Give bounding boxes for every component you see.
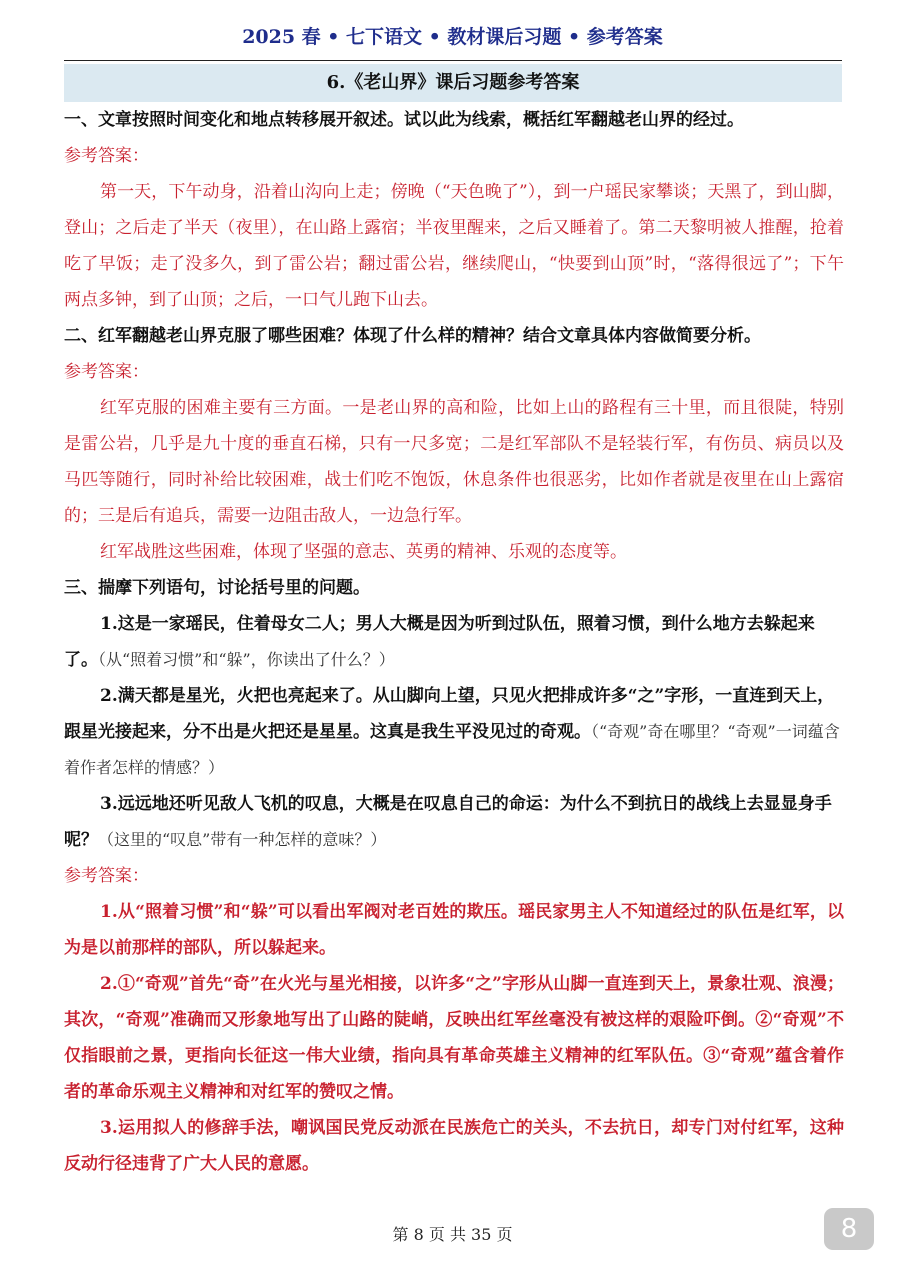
page-number-badge: 8 — [824, 1208, 874, 1250]
page-footer: 第 8 页 共 35 页 — [392, 1225, 513, 1244]
answer-2-part-1: 红军克服的困难主要有三方面。一是老山界的高和险，比如上山的路程有三十里，而且很陡，特别是雷公岩，几乎是九十度的垂直石梯，只有一尺多宽；二是红军部队不是轻装行军，有伤员、病员以及马匹等随行，同时补给比较困难，战士们吃不饱饭，休息条件也很恶劣，比如作者就是夜里在山上露宿的；三是后有追兵，需要一边阻击敌人，一边急行军。 — [64, 398, 844, 526]
question-2: 二、红军翻越老山界克服了哪些困难？体现了什么样的精神？结合文章具体内容做简要分析。 — [64, 326, 761, 346]
sentence-question: （“奇观”奇在哪里？“奇观”一词蕴含着作者怎样的情感？） — [64, 722, 840, 777]
question-1: 一、文章按照时间变化和地点转移展开叙述。试以此为线索，概括红军翻越老山界的经过。 — [64, 110, 744, 130]
answer-3-item: 3.运用拟人的修辞手法，嘲讽国民党反动派在民族危亡的关头，不去抗日，却专门对付红军，这种反动行径违背了广大人民的意愿。 — [64, 1118, 844, 1174]
answer-label-1: 参考答案： — [64, 146, 149, 166]
header-title: 2025 春 • 七下语文 • 教材课后习题 • 参考答案 — [242, 26, 663, 48]
sentence-item — [64, 786, 844, 858]
answer-3-item: 2.①“奇观”首先“奇”在火光与星光相接，以许多“之”字形从山脚一直连到天上，景象壮观、浪漫；其次，“奇观”准确而又形象地写出了山路的陡峭，反映出红军丝毫没有被这样的艰险吓倒。②“奇观”不仅指眼前之景，更指向长征这一伟大业绩，指向具有革命英雄主义精神的红军队伍。③“奇观”蕴含着作者的革命乐观主义精神和对红军的赞叹之情。 — [64, 974, 844, 1102]
sentence-number: 1. — [100, 614, 118, 634]
sentence-text: 远远地还听见敌人飞机的叹息，大概是在叹息自己的命运：为什么不到抗日的战线上去显显身手呢？ — [64, 794, 832, 850]
header-rule — [64, 60, 842, 61]
sentence-item — [64, 678, 844, 786]
sentence-number: 3. — [100, 794, 118, 814]
answer-3-item: 1.从“照着习惯”和“躲”可以看出军阀对老百姓的欺压。瑶民家男主人不知道经过的队伍是红军，以为是以前那样的部队，所以躲起来。 — [64, 902, 844, 958]
sentence-text: 这是一家瑶民，住着母女二人；男人大概是因为听到过队伍，照着习惯，到什么地方去躲起来了。 — [64, 614, 815, 670]
sentence-question: （从“照着习惯”和“躲”，你读出了什么？） — [98, 650, 395, 669]
answer-1: 第一天，下午动身，沿着山沟向上走；傍晚（“天色晚了”），到一户瑶民家攀谈；天黑了，到山脚，登山；之后走了半天（夜里），在山路上露宿；半夜里醒来，之后又睡着了。第二天黎明被人推醒，抢着吃了早饭；走了没多久，到了雷公岩；翻过雷公岩，继续爬山，“快要到山顶”时，“落得很远了”；下午两点多钟，到了山顶；之后，一口气儿跑下山去。 — [64, 182, 844, 310]
sentence-item — [64, 606, 844, 678]
question-3: 三、揣摩下列语句，讨论括号里的问题。 — [64, 578, 370, 598]
answer-label-2: 参考答案： — [64, 362, 149, 382]
sentence-number: 2. — [100, 686, 118, 706]
answer-2-part-2: 红军战胜这些困难，体现了坚强的意志、英勇的精神、乐观的态度等。 — [100, 542, 627, 562]
sentence-text: 满天都是星光，火把也亮起来了。从山脚向上望，只见火把排成许多“之”字形，一直连到天上，跟星光接起来，分不出是火把还是星星。这真是我生平没见过的奇观。 — [64, 686, 835, 742]
document-body — [64, 102, 844, 1182]
sentence-question: （这里的“叹息”带有一种怎样的意味？） — [98, 830, 387, 849]
answer-label-3: 参考答案： — [64, 866, 149, 886]
section-title: 6.《老山界》课后习题参考答案 — [64, 64, 842, 102]
